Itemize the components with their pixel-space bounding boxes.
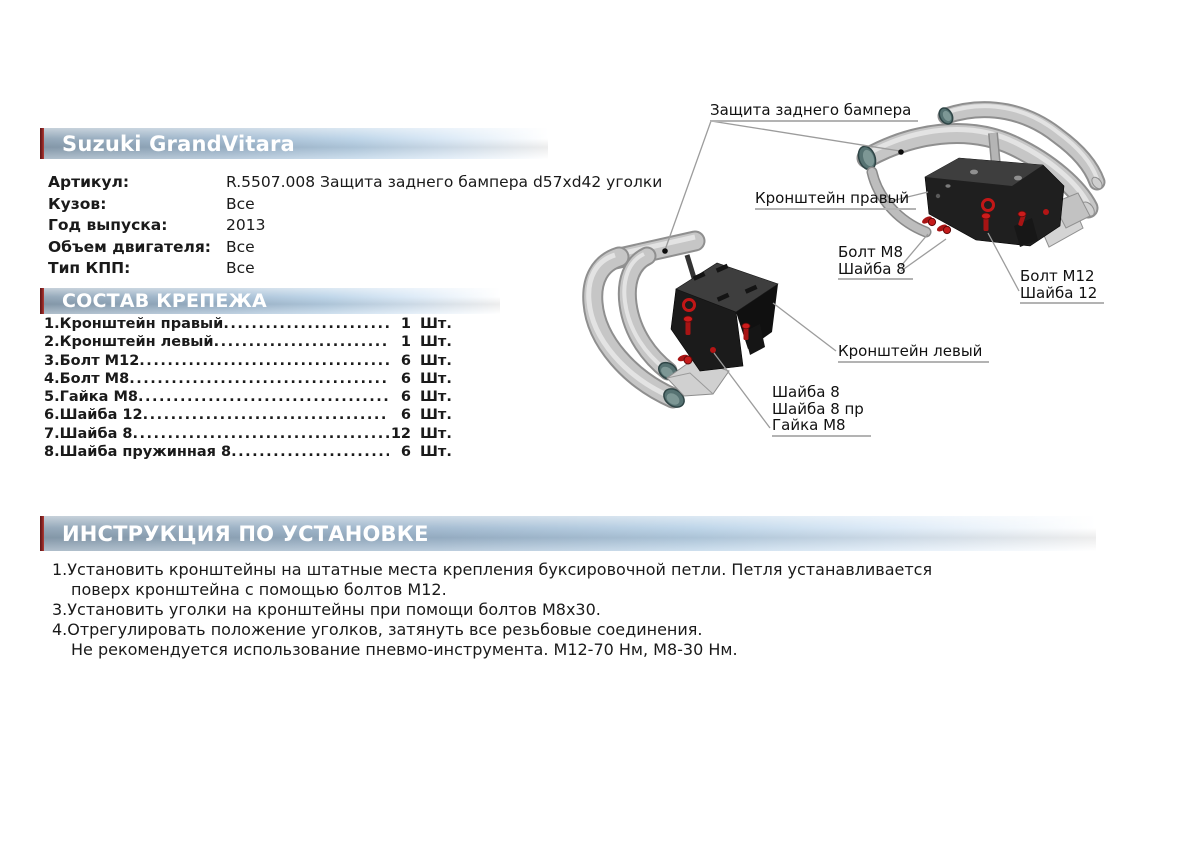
dot-leader xyxy=(223,315,389,333)
spec-value: Все xyxy=(226,237,255,256)
part-unit: Шт. xyxy=(420,316,452,332)
spec-label: Объем двигателя: xyxy=(48,237,211,256)
list-item xyxy=(44,333,452,351)
part-name: 8.Шайба пружинная 8 xyxy=(44,444,232,461)
part-name: 5.Гайка М8 xyxy=(44,389,138,406)
instruction-line: 3.Установить уголки на кронштейны при помощи болтов М8х30. xyxy=(52,600,601,620)
red-accent-stripe xyxy=(40,128,44,159)
spec-value: Все xyxy=(226,259,255,278)
spec-label: Год выпуска: xyxy=(48,216,168,235)
instructions-section-bar xyxy=(40,516,1096,551)
part-qty: 1 xyxy=(400,316,411,332)
instruction-line: 1.Установить кронштейны на штатные места крепления буксировочной петли. Петля устанавливается xyxy=(52,560,933,579)
dot-leader xyxy=(129,370,389,388)
fasteners-section-bar xyxy=(40,288,500,314)
part-name: 1.Кронштейн правый xyxy=(44,316,224,332)
part-qty: 6 xyxy=(400,352,411,369)
fasteners-section-title: СОСТАВ КРЕПЕЖА xyxy=(62,290,267,312)
list-item xyxy=(44,388,452,406)
left-assembly xyxy=(589,237,778,411)
spec-value: Все xyxy=(226,194,255,213)
instructions-section-title: ИНСТРУКЦИЯ ПО УСТАНОВКЕ xyxy=(62,521,429,546)
part-qty: 6 xyxy=(400,389,411,406)
part-qty: 1 xyxy=(400,334,411,351)
part-name: 2.Кронштейн левый xyxy=(44,334,214,351)
part-unit: Шт. xyxy=(420,352,452,369)
part-qty: 6 xyxy=(400,370,411,387)
callout-bracket-right: Кронштейн правый xyxy=(755,190,916,210)
dot-leader xyxy=(133,425,389,443)
callout-bolt-m12: Болт М12 Шайба 12 xyxy=(1020,268,1104,304)
dot-leader xyxy=(231,443,389,461)
part-unit: Шт. xyxy=(420,425,452,442)
instruction-line: поверх кронштейна с помощью болтов М12. xyxy=(71,580,447,600)
list-item xyxy=(44,425,452,443)
part-name: 7.Шайба 8 xyxy=(44,425,133,442)
instruction-line: Не рекомендуется использование пневмо-инструмента. М12-70 Нм, М8-30 Нм. xyxy=(71,640,738,660)
spec-value: 2013 xyxy=(226,216,266,235)
part-unit: Шт. xyxy=(420,407,452,424)
right-assembly xyxy=(855,106,1104,247)
list-item xyxy=(44,352,452,370)
callout-nut-m8: Шайба 8 Шайба 8 пр Гайка М8 xyxy=(772,384,871,437)
part-name: 6.Шайба 12 xyxy=(44,407,143,424)
red-accent-stripe xyxy=(40,516,44,551)
page-title: Suzuki GrandVitara xyxy=(62,131,295,156)
list-item xyxy=(44,406,452,424)
callout-bumper-guard: Защита заднего бампера xyxy=(710,102,918,122)
callout-bracket-left: Кронштейн левый xyxy=(838,343,989,363)
product-title-bar xyxy=(40,128,548,159)
part-unit: Шт. xyxy=(420,389,452,406)
dot-leader xyxy=(214,333,389,351)
callout-bolt-m8: Болт М8 Шайба 8 xyxy=(838,244,913,280)
part-qty: 6 xyxy=(400,407,411,424)
part-unit: Шт. xyxy=(420,444,452,461)
part-name: 4.Болт М8 xyxy=(44,370,130,387)
dot-leader xyxy=(143,406,389,424)
list-item xyxy=(44,370,452,388)
part-qty: 12 xyxy=(390,425,411,442)
spec-label: Тип КПП: xyxy=(48,259,131,278)
fasteners-list xyxy=(44,315,452,461)
installation-instructions xyxy=(52,560,1098,660)
part-qty: 6 xyxy=(400,444,411,461)
instruction-line: 4.Отрегулировать положение уголков, затянуть все резьбовые соединения. xyxy=(52,620,703,640)
spec-label: Артикул: xyxy=(48,173,130,191)
part-name: 3.Болт М12 xyxy=(44,352,140,369)
dot-leader xyxy=(138,388,389,406)
list-item xyxy=(44,315,452,333)
list-item xyxy=(44,443,452,461)
dot-leader xyxy=(139,352,389,370)
part-unit: Шт. xyxy=(420,334,452,351)
red-accent-stripe xyxy=(40,288,44,314)
part-unit: Шт. xyxy=(420,370,452,387)
spec-label: Кузов: xyxy=(48,194,107,213)
spec-value: R.5507.008 Защита заднего бампера d57xd42 уголки xyxy=(226,173,663,191)
